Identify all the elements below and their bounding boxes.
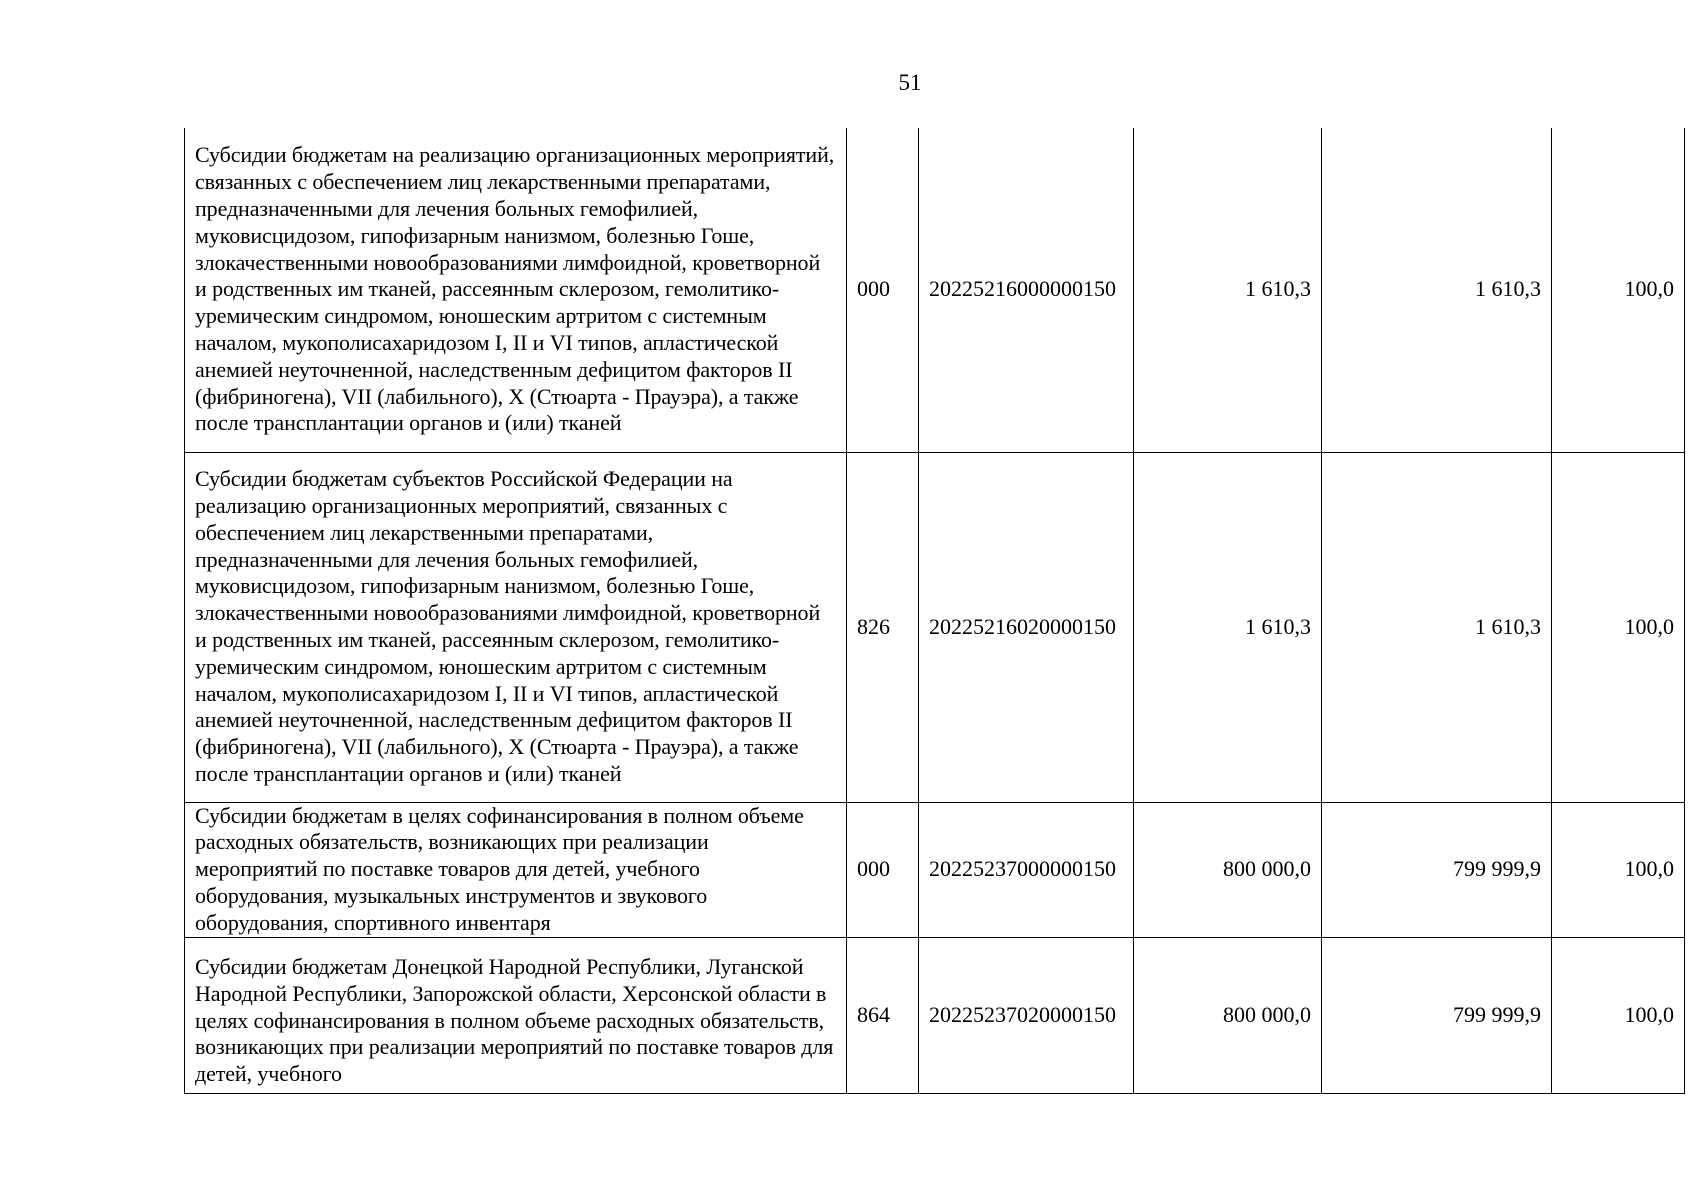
row-percent: 100,0 [1552, 128, 1685, 452]
table-row [185, 128, 1685, 452]
table-row [185, 802, 1685, 937]
row-actual-value: 799 999,9 [1322, 802, 1552, 937]
row-actual-value: 799 999,9 [1322, 937, 1552, 1093]
row-admin-code: 000 [847, 802, 919, 937]
row-description: Субсидии бюджетам субъектов Российской Федерации на реализацию организационных мероприятий, связанных с обеспечением лиц лекарственными препаратами, предназначенными для лечения больных гемофилией, муковисцидозом, гипофизарным нанизмом, болезнью Гоше, злокачественными новообразованиями лимфоидной, кроветворной и родственных им тканей, рассеянным склерозом, гемолитико-уремическим синдромом, юношеским артритом с системным началом, мукополисахаридозом I, II и VI типов, апластической анемией неуточненной, наследственным дефицитом факторов II (фибриногена), VII (лабильного), X (Стюарта - Прауэра), а также после трансплантации органов и (или) тканей [185, 452, 847, 802]
page-number: 51 [898, 70, 922, 95]
row-percent: 100,0 [1552, 452, 1685, 802]
row-actual-value: 1 610,3 [1322, 128, 1552, 452]
row-revenue-code: 20225237000000150 [919, 802, 1134, 937]
row-percent: 100,0 [1552, 802, 1685, 937]
row-admin-code: 826 [847, 452, 919, 802]
row-revenue-code: 20225216000000150 [919, 128, 1134, 452]
row-plan-value: 800 000,0 [1134, 937, 1322, 1093]
row-actual-value: 1 610,3 [1322, 452, 1552, 802]
table-row [185, 937, 1685, 1093]
budget-table [184, 128, 1685, 1094]
row-description: Субсидии бюджетам на реализацию организационных мероприятий, связанных с обеспечением лиц лекарственными препаратами, предназначенными для лечения больных гемофилией, муковисцидозом, гипофизарным нанизмом, болезнью Гоше, злокачественными новообразованиями лимфоидной, кроветворной и родственных им тканей, рассеянным склерозом, гемолитико-уремическим синдромом, юношеским артритом с системным началом, мукополисахаридозом I, II и VI типов, апластической анемией неуточненной, наследственным дефицитом факторов II (фибриногена), VII (лабильного), X (Стюарта - Прауэра), а также после трансплантации органов и (или) тканей [185, 128, 847, 452]
row-plan-value: 800 000,0 [1134, 802, 1322, 937]
row-admin-code: 000 [847, 128, 919, 452]
row-plan-value: 1 610,3 [1134, 128, 1322, 452]
row-revenue-code: 20225216020000150 [919, 452, 1134, 802]
row-description: Субсидии бюджетам в целях софинансирования в полном объеме расходных обязательств, возникающих при реализации мероприятий по поставке товаров для детей, учебного оборудования, музыкальных инструментов и звукового оборудования, спортивного инвентаря [185, 802, 847, 937]
row-revenue-code: 20225237020000150 [919, 937, 1134, 1093]
table-row [185, 452, 1685, 802]
row-plan-value: 1 610,3 [1134, 452, 1322, 802]
row-admin-code: 864 [847, 937, 919, 1093]
row-description: Субсидии бюджетам Донецкой Народной Республики, Луганской Народной Республики, Запорожской области, Херсонской области в целях софинансирования в полном объеме расходных обязательств, возникающих при реализации мероприятий по поставке товаров для детей, учебного [185, 937, 847, 1093]
row-percent: 100,0 [1552, 937, 1685, 1093]
